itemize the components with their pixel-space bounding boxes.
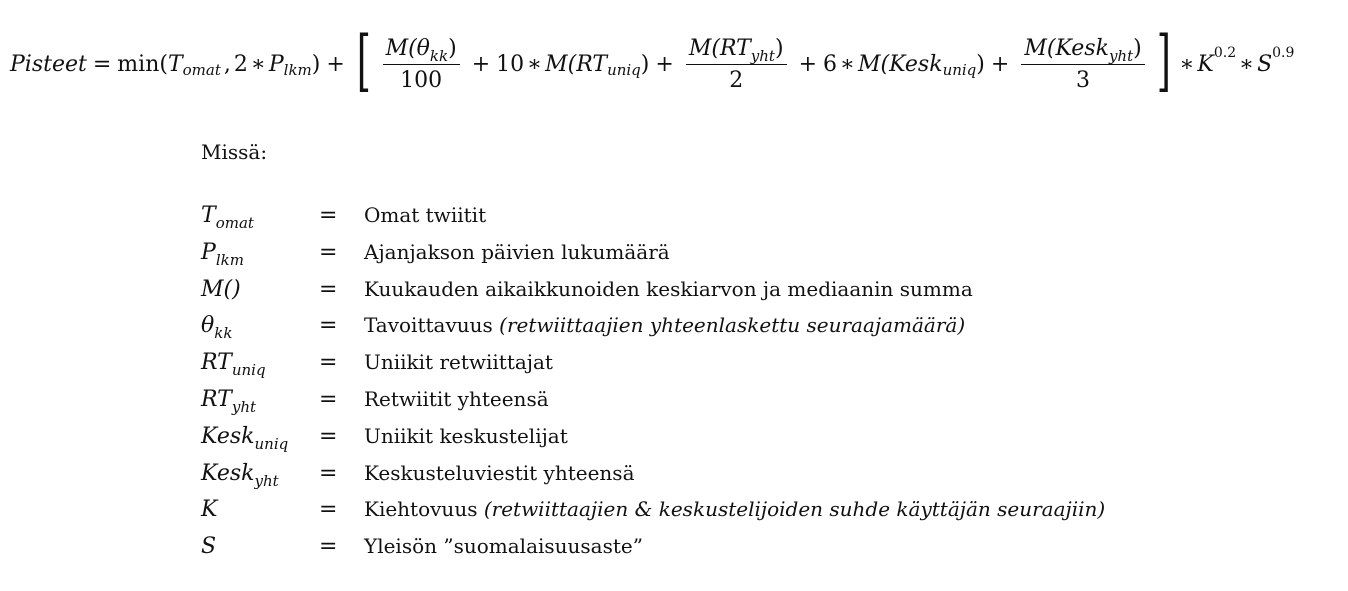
definition-desc: Keskusteluviestit yhteensä [364,460,635,485]
formula-min: min [117,51,160,77]
formula-equals: = [92,51,112,77]
definition-desc: Retwiitit yhteensä [364,386,549,411]
definition-row [201,534,1201,571]
definition-equals: = [319,276,338,302]
symbol-base: θ [201,313,215,339]
formula-open-bracket: [ [356,22,371,99]
definition-row [201,387,1201,424]
frac3-base: Kesk [1055,35,1109,61]
frac2-m: M( [688,35,720,61]
formula-ten: 10 [496,51,525,77]
definition-equals: = [319,460,338,486]
where-label: Missä: [201,140,268,164]
score-formula [10,24,1340,104]
definition-row [201,203,1201,240]
symbol-sub: uniq [231,361,266,380]
formula-star-3: ∗ [840,51,855,77]
definition-symbol [201,277,319,302]
frac1-close: ) [448,35,457,61]
symbol-sub: yht [254,471,279,490]
fraction-discussions-numerator [1021,36,1144,65]
definition-symbol [201,203,319,232]
frac2-close: ) [774,35,784,61]
definition-equals: = [319,534,338,560]
definition-desc: Kuukauden aikaikkunoiden keskiarvon ja mediaanin summa [364,276,973,301]
fraction-retweets [686,36,787,93]
formula-plus-5: + [990,51,1010,77]
formula-s-base: S [1257,51,1273,77]
frac1-m: M( [385,35,417,61]
definition-desc: Uniikit retwiittajat [364,350,553,375]
definition-equals: = [319,239,338,265]
definition-row [201,240,1201,277]
definition-symbol [201,460,319,490]
symbol-sub: uniq [254,434,289,453]
formula-comma: , [223,51,231,77]
frac1-sub: kk [429,46,449,65]
definition-equals: = [319,203,338,228]
term2-close: ) [640,51,650,77]
formula-p-sub: lkm [283,61,312,79]
formula-lhs: Pisteet [10,51,87,77]
definition-text [364,203,486,227]
frac2-base: RT [719,35,751,61]
formula-close-paren: ) [311,51,321,77]
formula-close-bracket: ] [1156,22,1171,99]
definition-desc: Omat twiitit [364,203,487,227]
frac2-sub: yht [750,46,775,65]
definition-desc: Tavoittavuus [364,313,500,338]
fraction-reach-numerator [383,36,460,65]
definition-note: (retwiittaajien yhteenlaskettu seuraajamäärä) [499,313,966,338]
definition-desc: Yleisön ”suomalaisuusaste” [364,534,643,559]
term4-close: ) [976,51,985,77]
symbol-sub: kk [214,324,233,343]
definition-equals: = [319,386,338,412]
symbol-base: M() [201,276,241,302]
definition-row [201,277,1201,314]
formula-two: 2 [233,51,248,77]
fraction-retweets-denominator: 2 [729,67,744,93]
frac3-close: ) [1133,35,1142,61]
symbol-base: S [201,534,217,560]
symbol-base: P [201,239,216,265]
definition-equals: = [319,497,338,523]
definitions-list [201,203,1201,571]
definition-text [364,534,643,558]
definition-symbol [201,313,319,343]
definition-equals: = [319,313,338,339]
fraction-reach [383,36,460,93]
definition-text [364,313,965,337]
formula-p-base: P [268,51,284,77]
definition-text [364,497,1105,521]
definition-symbol [201,534,319,559]
formula-star-1: ∗ [250,51,266,77]
symbol-sub: lkm [215,250,244,269]
definition-text [364,424,568,448]
definition-row [201,497,1201,534]
formula-t-sub: omat [182,61,221,79]
definition-symbol [201,497,319,522]
formula-open-paren: ( [159,51,168,77]
term4-sub: uniq [942,61,977,79]
fraction-discussions [1021,36,1144,93]
definition-text [364,240,670,264]
symbol-base: T [201,203,216,228]
formula-plus-4: + [798,51,817,77]
formula-star-5: ∗ [1239,51,1255,77]
formula-t-base: T [167,51,183,77]
symbol-base: RT [201,350,232,376]
frac3-sub: yht [1108,46,1134,65]
formula-star-4: ∗ [1179,51,1195,77]
definition-equals: = [319,423,338,449]
fraction-reach-denominator: 100 [400,67,443,93]
definition-row [201,313,1201,350]
definition-symbol [201,350,319,380]
formula-s-exp: 0.9 [1272,45,1295,61]
term4-m: M( [857,51,890,77]
formula-k-exp: 0.2 [1213,45,1237,61]
term4-base: Kesk [889,51,943,77]
definition-text [364,277,973,301]
definition-row [201,461,1201,498]
definition-desc: Uniikit keskustelijat [364,423,568,448]
symbol-sub: yht [231,397,257,416]
symbol-base: RT [201,386,232,412]
formula-six: 6 [823,51,837,77]
definition-text [364,350,553,374]
definition-row [201,350,1201,387]
formula-k-base: K [1197,51,1214,77]
definition-symbol [201,423,319,453]
definition-desc: Ajanjakson päivien lukumäärä [364,239,670,264]
fraction-retweets-numerator [686,36,787,65]
definition-row [201,424,1201,461]
formula-plus-3: + [655,51,674,77]
definition-text [364,461,635,485]
formula-plus-1: + [326,51,345,77]
definition-note: (retwiittaajien & keskustelijoiden suhde käyttäjän seuraajiin) [483,497,1106,522]
frac1-theta: θ [416,35,430,61]
symbol-base: Kesk [201,460,255,486]
term2-base: RT [576,51,608,77]
symbol-sub: omat [215,214,254,232]
symbol-base: K [201,497,218,523]
frac3-m: M( [1024,35,1056,61]
definition-equals: = [319,350,338,376]
fraction-discussions-denominator: 3 [1076,67,1091,93]
term2-sub: uniq [607,61,641,79]
definition-symbol [201,239,319,269]
definition-desc: Kiehtovuus [364,497,484,522]
definition-symbol [201,386,319,416]
term2-m: M( [545,51,577,77]
formula-star-2: ∗ [527,51,543,77]
definition-text [364,387,549,411]
symbol-base: Kesk [201,423,255,449]
formula-plus-2: + [471,51,491,77]
